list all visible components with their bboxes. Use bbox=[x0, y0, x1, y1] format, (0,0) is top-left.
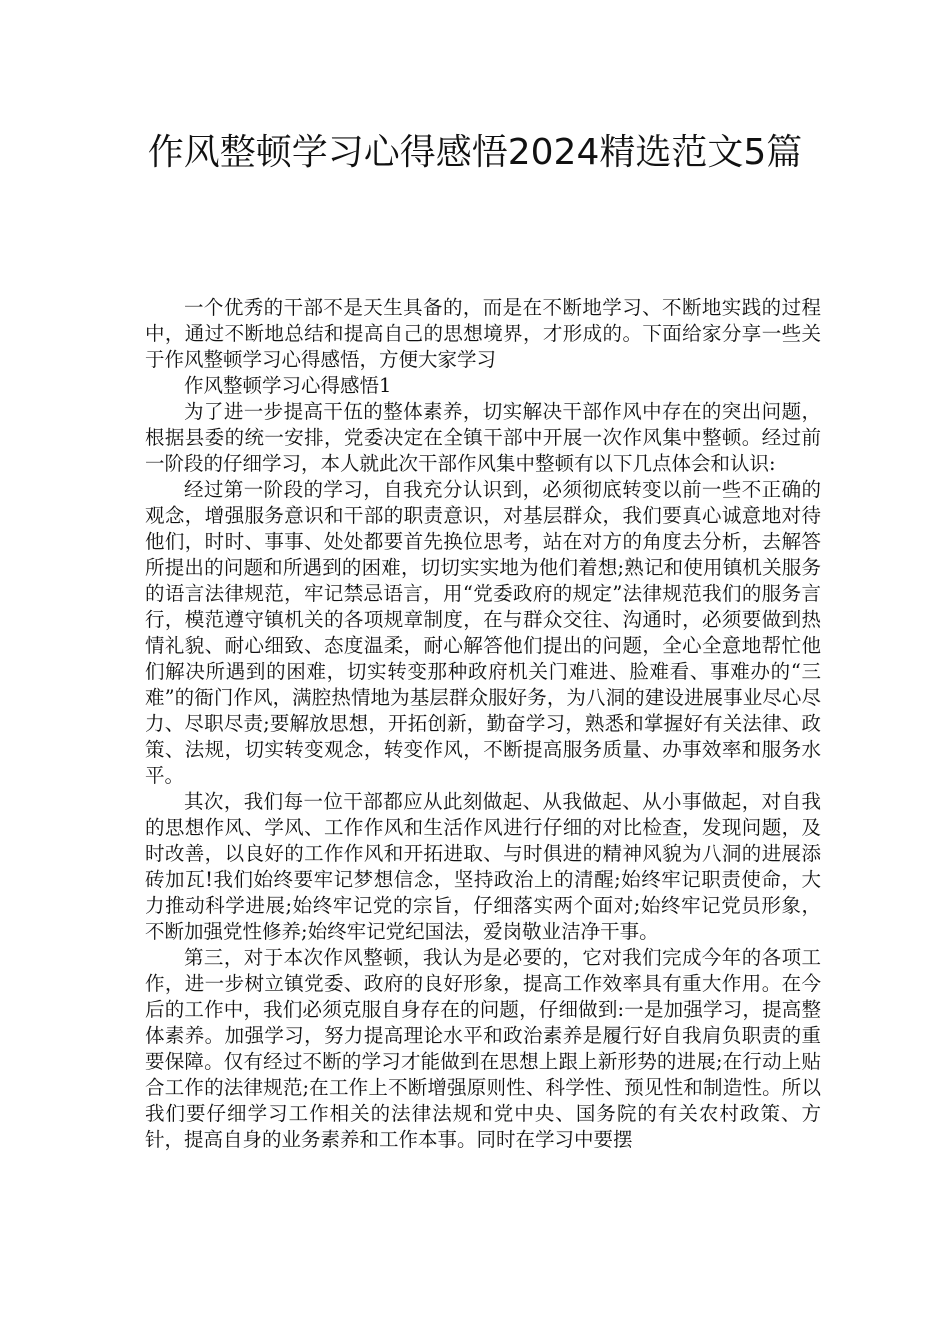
body-paragraph: 经过第一阶段的学习，自我充分认识到，必须彻底转变以前一些不正确的观念，增强服务意识和干部的职责意识，对基层群众，我们要真心诚意地对待他们，时时、事事、处处都要首先换位思考，站在对方的角度去分析，去解答所提出的问题和所遇到的困难，切切实实地为他们着想;熟记和使用镇机关服务的语言法律规范，牢记禁忌语言，用“党委政府的规定”法律规范我们的服务言行，模范遵守镇机关的各项规章制度，在与群众交往、沟通时，必须要做到热情礼貌、耐心细致、态度温柔，耐心解答他们提出的问题，全心全意地帮忙他们解决所遇到的困难，切实转变那种政府机关门难进、脸难看、事难办的“三难”的衙门作风，满腔热情地为基层群众服好务，为八洞的建设进展事业尽心尽力、尽职尽责;要解放思想，开拓创新，勤奋学习，熟悉和掌握好有关法律、政策、法规，切实转变观念，转变作风，不断提高服务质量、办事效率和服务水平。 bbox=[145, 478, 821, 787]
intro-paragraph: 一个优秀的干部不是天生具备的，而是在不断地学习、不断地实践的过程中，通过不断地总结和提高自己的思想境界，才形成的。下面给家分享一些关于作风整顿学习心得感悟，方便大家学习 bbox=[145, 296, 821, 371]
document-body bbox=[145, 295, 821, 1153]
body-paragraph: 第三，对于本次作风整顿，我认为是必要的，它对我们完成今年的各项工作，进一步树立镇党委、政府的良好形象，提高工作效率具有重大作用。在今后的工作中，我们必须克服自身存在的问题，仔细做到:一是加强学习，提高整体素养。加强学习，努力提高理论水平和政治素养是履行好自我肩负职责的重要保障。仅有经过不断的学习才能做到在思想上跟上新形势的进展;在行动上贴合工作的法律规范;在工作上不断增强原则性、科学性、预见性和制造性。所以我们要仔细学习工作相关的法律法规和党中央、国务院的有关农村政策、方针，提高自身的业务素养和工作本事。同时在学习中要摆 bbox=[145, 946, 821, 1151]
body-paragraph: 为了进一步提高干伍的整体素养，切实解决干部作风中存在的突出问题，根据县委的统一安排，党委决定在全镇干部中开展一次作风集中整顿。经过前一阶段的仔细学习，本人就此次干部作风集中整顿有以下几点体会和认识: bbox=[145, 400, 821, 475]
body-paragraph: 其次，我们每一位干部都应从此刻做起、从我做起、从小事做起，对自我的思想作风、学风、工作作风和生活作风进行仔细的对比检查，发现问题，及时改善，以良好的工作作风和开拓进取、与时俱进的精神风貌为八洞的进展添砖加瓦!我们始终要牢记梦想信念，坚持政治上的清醒;始终牢记职责使命，大力推动科学进展;始终牢记党的宗旨，仔细落实两个面对;始终牢记党员形象，不断加强党性修养;始终牢记党纪国法，爱岗敬业洁净干事。 bbox=[145, 790, 821, 943]
section-heading: 作风整顿学习心得感悟1 bbox=[184, 374, 392, 397]
document-title: 作风整顿学习心得感悟2024精选范文5篇 bbox=[147, 132, 803, 173]
